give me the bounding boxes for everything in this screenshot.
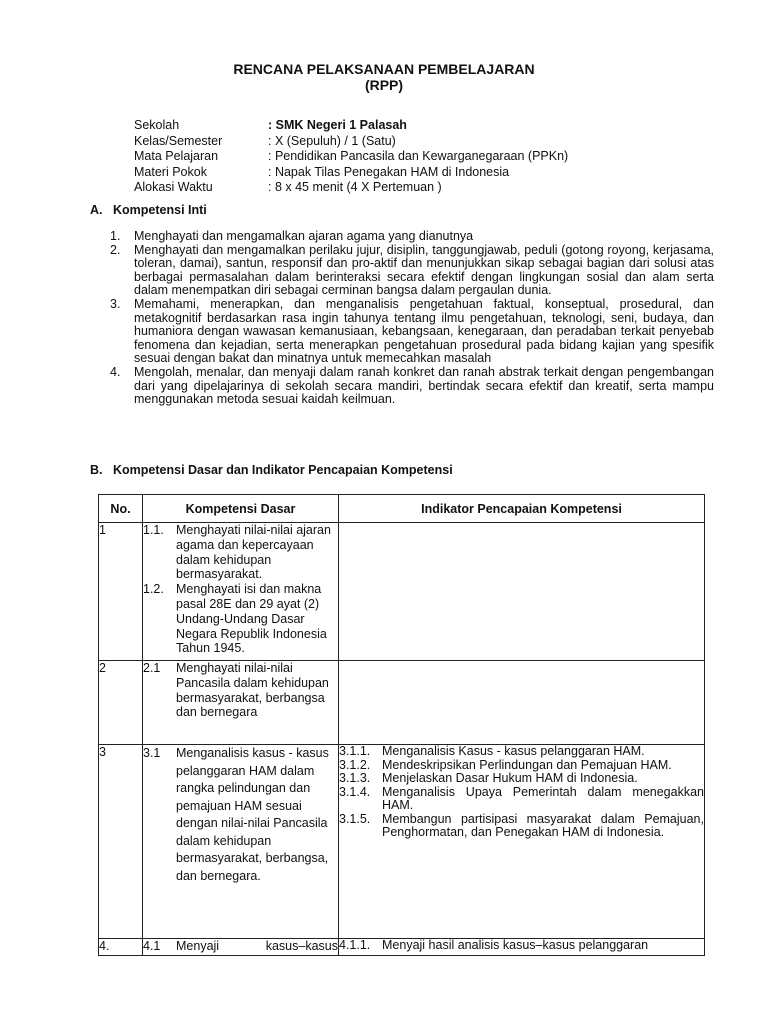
kd-cell — [143, 745, 339, 939]
core-competency-list — [110, 230, 714, 407]
info-row-subject — [134, 149, 568, 165]
info-row-class — [134, 134, 568, 150]
info-row-topic — [134, 165, 568, 181]
info-value: : Pendidikan Pancasila dan Kewarganegaraan (PPKn) — [268, 149, 569, 163]
list-text: Menghayati dan mengamalkan perilaku jujur, disiplin, tanggungjawab, peduli (gotong royong, kerjasama, toleran, damai), santun, responsif dan pro-aktif dan menunjukkan sikap sebagai bagian dari solusi atas berbagai permasalahan dalam berinteraksi secara efektif dengan lingkungan sosial dan alam serta dalam menempatkan diri sebagai cerminan bangsa dalam pergaulan dunia. — [134, 242, 714, 298]
kd-number: 1.2. — [143, 582, 164, 597]
ipk-item — [339, 772, 704, 786]
ipk-number: 3.1.5. — [339, 811, 371, 826]
ipk-number: 3.1.3. — [339, 771, 371, 785]
ipk-number: 3.1.4. — [339, 784, 371, 799]
table-row — [99, 523, 705, 661]
info-label: Mata Pelajaran — [134, 149, 219, 163]
document-title: RENCANA PELAKSANAAN PEMBELAJARAN — [233, 61, 535, 77]
kd-text: Menghayati nilai-nilai ajaran agama dan kepercayaan dalam kehidupan bermasyarakat. — [176, 523, 331, 582]
row-number: 3 — [99, 745, 143, 939]
info-value: : 8 x 45 menit (4 X Pertemuan ) — [268, 180, 442, 194]
list-number: 3. — [110, 296, 121, 311]
ipk-text: Menganalisis Upaya Pemerintah dalam menegakkan HAM. — [382, 784, 704, 812]
list-item — [110, 230, 714, 244]
ipk-text: Menyaji hasil analisis kasus–kasus pelanggaran — [382, 938, 649, 952]
kd-number: 2.1 — [143, 661, 161, 675]
info-row-school — [134, 118, 568, 134]
section-b-heading — [90, 463, 453, 477]
kd-cell — [143, 661, 339, 745]
kd-text: Menghayati nilai-nilai Pancasila dalam kehidupan bermasyarakat, berbangsa dan bernegara — [176, 661, 329, 720]
kd-text: Menghayati isi dan makna pasal 28E dan 29 ayat (2) Undang-Undang Dasar Negara Republik Indonesia Tahun 1945. — [176, 582, 327, 656]
ipk-number: 3.1.2. — [339, 757, 371, 772]
info-value: : X (Sepuluh) / 1 (Satu) — [268, 133, 396, 148]
kd-number: 3.1 — [143, 746, 161, 760]
kd-item — [143, 939, 338, 954]
list-text: Memahami, menerapkan, dan menganalisis pengetahuan faktual, konseptual, prosedural, dan metakognitif berdasarkan rasa ingin tahunya tentang ilmu pengetahuan, teknologi, seni, budaya, dan humaniora dengan wawasan kemanusiaan, kebangsaan, kenegaraan, dan peradaban terkait penyebab fenomena dan kejadian, serta menerapkan pengetahuan prosedural pada bidang kajian yang spesifik sesuai dengan bakat dan minatnya untuk memecahkan masalah — [134, 296, 714, 366]
kd-item — [143, 661, 338, 720]
kd-item — [143, 523, 338, 582]
kd-cell — [143, 523, 339, 661]
kd-text: Menganalisis kasus - kasus pelanggaran HAM dalam rangka pelindungan dan pemajuan HAM sesuai dengan nilai-nilai Pancasila dalam kehidupan bermasyarakat, berbangsa, dan bernegara. — [176, 746, 329, 883]
ipk-text: Membangun partisipasi masyarakat dalam Pemajuan, Penghormatan, dan Penegakan HAM di Indonesia. — [382, 811, 704, 839]
info-label: Materi Pokok — [134, 164, 207, 179]
kd-cell — [143, 939, 339, 956]
kd-item — [143, 745, 338, 885]
row-number: 1 — [99, 523, 143, 661]
column-header-no: No. — [99, 495, 143, 523]
info-row-time — [134, 180, 568, 196]
row-number: 2 — [99, 661, 143, 745]
list-item — [110, 366, 714, 407]
ipk-item — [339, 786, 704, 813]
list-text: Menghayati dan mengamalkan ajaran agama yang dianutnya — [134, 229, 474, 243]
column-header-ipk: Indikator Pencapaian Kompetensi — [339, 495, 705, 523]
section-letter: A. — [90, 203, 103, 217]
column-header-kd: Kompetensi Dasar — [143, 495, 339, 523]
list-number: 2. — [110, 242, 121, 257]
table-header-row — [99, 495, 705, 523]
list-number: 1. — [110, 229, 121, 243]
ipk-cell — [339, 745, 705, 939]
list-item — [110, 244, 714, 298]
ipk-number: 3.1.1. — [339, 744, 371, 758]
table-row — [99, 745, 705, 939]
section-title: Kompetensi Inti — [113, 203, 207, 217]
ipk-item — [339, 745, 704, 759]
kd-number: 1.1. — [143, 523, 164, 537]
table-row — [99, 661, 705, 745]
list-item — [110, 298, 714, 366]
ipk-cell — [339, 939, 705, 956]
row-number: 4. — [99, 939, 143, 956]
list-text: Mengolah, menalar, dan menyaji dalam ranah konkret dan ranah abstrak terkait dengan pengembangan dari yang dipelajarinya di sekolah secara mandiri, bertindak secara efektif dan kreatif, serta mampu menggunakan metoda sesuai kaidah keilmuan. — [134, 364, 714, 407]
ipk-text: Mendeskripsikan Perlindungan dan Pemajuan HAM. — [382, 757, 672, 772]
ipk-text: Menganalisis Kasus - kasus pelanggaran HAM. — [382, 744, 645, 758]
info-label: Alokasi Waktu — [134, 180, 213, 194]
kd-number: 4.1 — [143, 939, 161, 953]
ipk-item — [339, 759, 704, 773]
kd-item — [143, 582, 338, 656]
document-subtitle: (RPP) — [364, 77, 404, 93]
competency-table — [98, 494, 705, 956]
ipk-text: Menjelaskan Dasar Hukum HAM di Indonesia. — [382, 771, 638, 785]
list-number: 4. — [110, 364, 121, 379]
ipk-item — [339, 813, 704, 840]
ipk-item — [339, 939, 704, 953]
section-a-heading — [90, 203, 207, 217]
info-label: Kelas/Semester — [134, 133, 223, 148]
ipk-cell — [339, 523, 705, 661]
section-title: Kompetensi Dasar dan Indikator Pencapaian Kompetensi — [113, 463, 453, 477]
table-row — [99, 939, 705, 956]
info-value: : Napak Tilas Penegakan HAM di Indonesia — [268, 164, 510, 179]
ipk-number: 4.1.1. — [339, 938, 371, 952]
ipk-cell — [339, 661, 705, 745]
info-label: Sekolah — [134, 118, 180, 132]
identity-block — [134, 118, 568, 196]
info-value: : SMK Negeri 1 Palasah — [268, 118, 407, 132]
section-letter: B. — [90, 463, 103, 477]
kd-text: Menyaji kasus–kasus — [176, 939, 338, 953]
